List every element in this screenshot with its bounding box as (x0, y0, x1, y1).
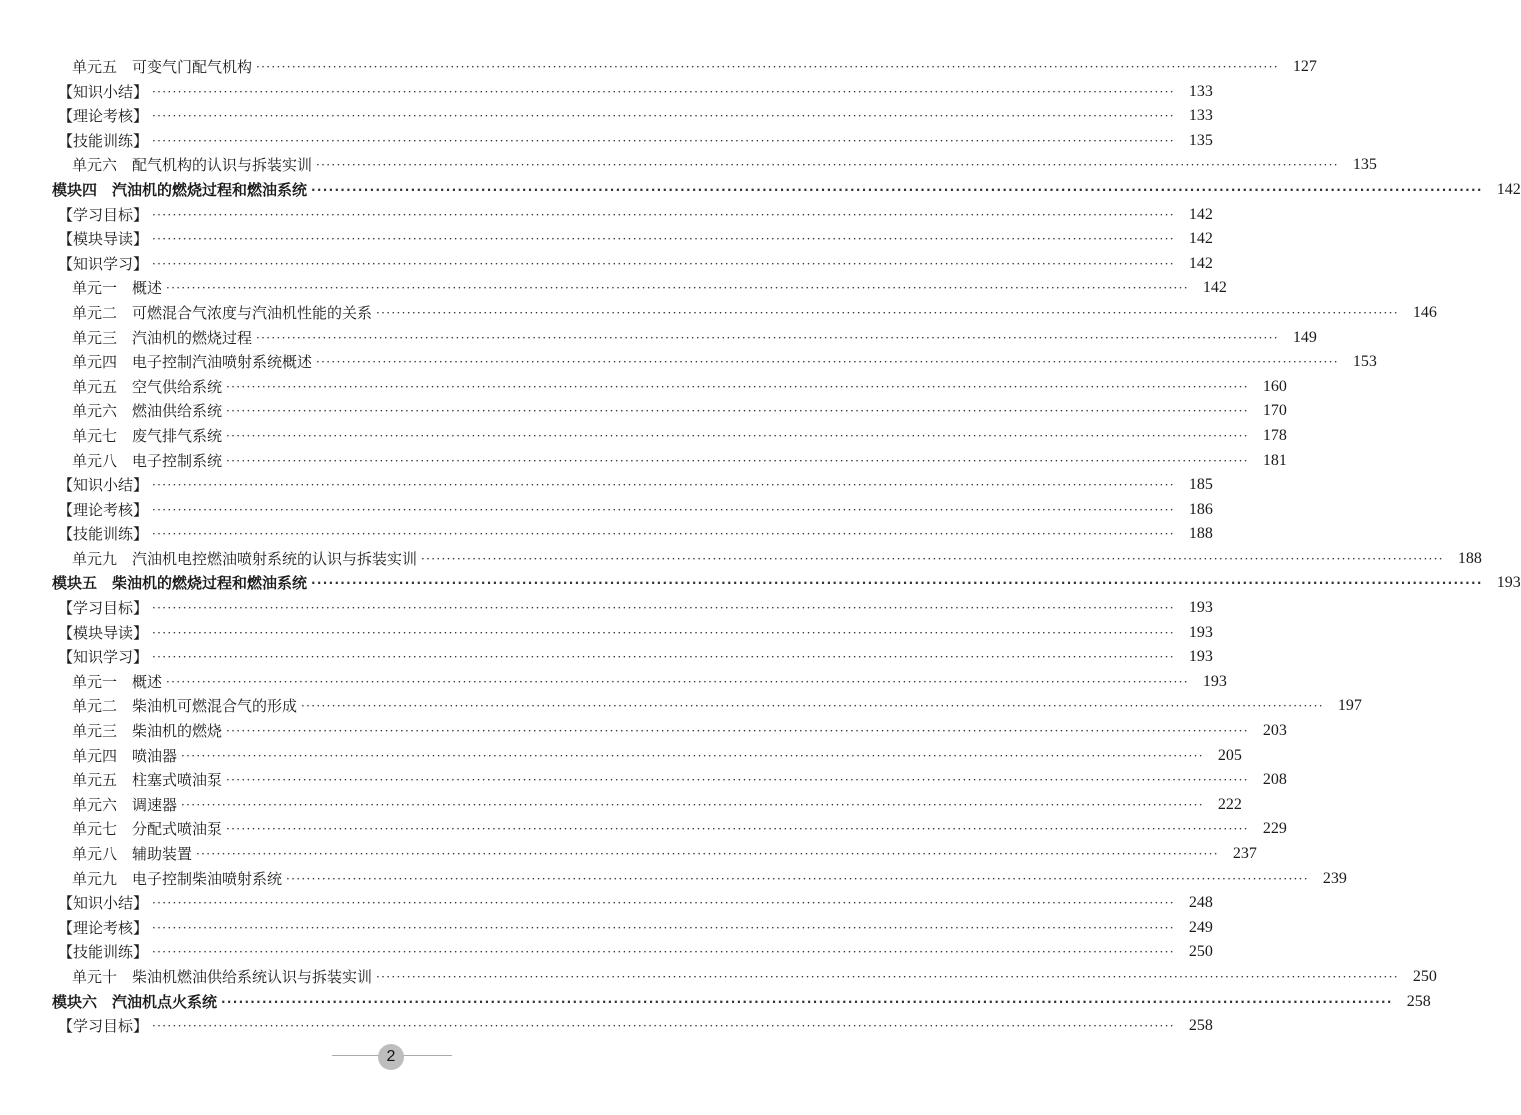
dot-leader: ········································································································································································································ (301, 699, 1324, 714)
entry-page: 193 (1188, 623, 1213, 641)
dot-leader: ········································································································································································································ (226, 724, 1249, 739)
entry-page: 205 (1217, 746, 1242, 764)
entry-title: 【知识学习】 (58, 648, 149, 667)
dot-leader: ········································································································································································································ (152, 84, 1175, 99)
entry-title: 单元二 可燃混合气浓度与汽油机性能的关系 (72, 303, 373, 322)
entry-title: 【模块导读】 (58, 623, 149, 642)
toc-unit-entry[interactable] (0, 301, 1437, 326)
dot-leader: ········································································································································································································ (152, 478, 1175, 493)
dot-leader: ········································································································································································································ (152, 625, 1175, 640)
entry-page: 188 (1457, 549, 1482, 567)
dot-leader: ········································································································································································································ (166, 674, 1189, 689)
toc-unit-entry[interactable] (0, 768, 1287, 793)
dot-leader: ········································································································································································································ (316, 355, 1339, 370)
entry-title: 单元四 喷油器 (72, 746, 178, 765)
dot-leader: ········································································································································································································ (256, 60, 1279, 74)
dot-leader: ········································································································································································································ (152, 502, 1175, 517)
entry-title: 单元七 分配式喷油泵 (72, 820, 223, 839)
dot-leader: ········································································································································································································ (286, 871, 1309, 886)
entry-page: 142 (1202, 279, 1227, 297)
entry-page: 186 (1188, 500, 1213, 518)
dot-leader: ········································································································································································································ (226, 453, 1249, 468)
dot-leader: ········································································································································································································ (152, 896, 1175, 911)
dot-leader: ········································································································································································································ (311, 576, 1483, 591)
entry-title: 单元六 燃油供给系统 (72, 402, 223, 421)
entry-title: 单元五 空气供给系统 (72, 377, 223, 396)
dot-leader: ········································································································································································································ (221, 994, 1393, 1009)
toc-unit-entry[interactable] (0, 350, 1377, 375)
toc-unit-entry[interactable] (0, 449, 1287, 474)
dot-leader: ········································································································································································································ (376, 305, 1399, 320)
toc-unit-entry[interactable] (0, 817, 1287, 842)
entry-page: 193 (1188, 648, 1213, 666)
entry-title: 单元九 汽油机电控燃油喷射系统的认识与拆装实训 (72, 549, 418, 568)
entry-page: 170 (1262, 402, 1287, 420)
toc-section-entry[interactable] (0, 645, 1213, 670)
entry-page: 142 (1188, 254, 1213, 272)
toc-module-entry[interactable] (0, 178, 1521, 203)
entry-page: 208 (1262, 771, 1287, 789)
entry-page: 142 (1188, 230, 1213, 248)
entry-title: 【技能训练】 (58, 943, 149, 962)
entry-title: 模块五 柴油机的燃烧过程和燃油系统 (52, 574, 308, 593)
dot-leader: ········································································································································································································ (311, 182, 1483, 197)
entry-title: 单元六 调速器 (72, 795, 178, 814)
entry-page: 249 (1188, 918, 1213, 936)
entry-title: 【技能训练】 (58, 525, 149, 544)
entry-title: 【学习目标】 (58, 1017, 149, 1036)
entry-page: 133 (1188, 107, 1213, 125)
entry-page: 237 (1232, 845, 1257, 862)
dot-leader: ········································································································································································································ (181, 797, 1204, 812)
entry-title: 【理论考核】 (58, 107, 149, 126)
entry-page: 258 (1188, 1017, 1213, 1035)
dot-leader: ········································································································································································································ (226, 822, 1249, 837)
entry-page: 142 (1188, 205, 1213, 223)
entry-page: 178 (1262, 426, 1287, 444)
toc-section-entry[interactable] (0, 916, 1213, 941)
entry-page: 188 (1188, 525, 1213, 543)
toc-section-entry[interactable] (0, 203, 1213, 228)
toc-unit-entry[interactable] (0, 719, 1287, 744)
dot-leader: ········································································································································································································ (152, 207, 1175, 222)
toc-unit-entry[interactable] (0, 867, 1347, 892)
dot-leader: ········································································································································································································ (226, 428, 1249, 443)
entry-title: 【技能训练】 (58, 131, 149, 150)
entry-page: 193 (1496, 574, 1521, 592)
dot-leader: ········································································································································································································ (152, 601, 1175, 616)
dot-leader: ········································································································································································································ (166, 281, 1189, 296)
entry-page: 135 (1188, 131, 1213, 149)
toc-unit-entry[interactable] (0, 744, 1242, 769)
dot-leader: ········································································································································································································ (152, 527, 1175, 542)
entry-page: 248 (1188, 894, 1213, 912)
entry-title: 【知识小结】 (58, 82, 149, 101)
toc-section-entry[interactable] (0, 473, 1213, 498)
toc-module-entry[interactable] (0, 571, 1521, 596)
entry-title: 单元六 配气机构的认识与拆装实训 (72, 156, 313, 175)
page-footer (332, 1044, 452, 1068)
entry-page: 197 (1337, 697, 1362, 715)
entry-title: 【知识小结】 (58, 476, 149, 495)
entry-page: 127 (1292, 58, 1317, 75)
dot-leader: ········································································································································································································ (226, 404, 1249, 419)
dot-leader: ········································································································································································································ (152, 133, 1175, 148)
dot-leader: ········································································································································································································ (152, 1019, 1175, 1034)
entry-title: 单元七 废气排气系统 (72, 426, 223, 445)
entry-title: 【理论考核】 (58, 500, 149, 519)
toc-section-entry[interactable] (0, 80, 1213, 105)
dot-leader: ········································································································································································································ (196, 847, 1219, 861)
toc-unit-entry[interactable] (0, 153, 1377, 178)
toc-unit-entry[interactable] (0, 424, 1287, 449)
entry-page: 239 (1322, 869, 1347, 887)
toc-unit-entry[interactable] (0, 694, 1362, 719)
toc-section-entry[interactable] (0, 1014, 1213, 1039)
entry-page: 149 (1292, 328, 1317, 346)
entry-title: 【模块导读】 (58, 230, 149, 249)
dot-leader: ········································································································································································································ (152, 945, 1175, 960)
dot-leader: ········································································································································································································ (226, 773, 1249, 788)
entry-title: 单元三 汽油机的燃烧过程 (72, 328, 253, 347)
toc-unit-entry[interactable] (0, 547, 1482, 572)
toc-section-entry[interactable] (0, 104, 1213, 129)
entry-title: 单元九 电子控制柴油喷射系统 (72, 869, 283, 888)
entry-page: 203 (1262, 722, 1287, 740)
entry-title: 单元五 可变气门配气机构 (72, 58, 253, 76)
entry-title: 【理论考核】 (58, 918, 149, 937)
dot-leader: ········································································································································································································ (256, 330, 1279, 345)
entry-title: 单元十 柴油机燃油供给系统认识与拆装实训 (72, 967, 373, 986)
dot-leader: ········································································································································································································ (226, 379, 1249, 394)
dot-leader: ········································································································································································································ (316, 158, 1339, 173)
entry-page: 250 (1412, 967, 1437, 985)
toc-section-entry[interactable] (0, 522, 1213, 547)
toc-unit-entry[interactable] (0, 793, 1242, 818)
toc-section-entry[interactable] (0, 891, 1213, 916)
entry-page: 258 (1406, 992, 1431, 1010)
toc-unit-entry[interactable] (0, 375, 1287, 400)
entry-title: 单元四 电子控制汽油喷射系统概述 (72, 353, 313, 372)
toc-unit-entry[interactable] (0, 670, 1227, 695)
entry-title: 【学习目标】 (58, 205, 149, 224)
toc-unit-entry[interactable] (0, 276, 1227, 301)
entry-title: 单元一 概述 (72, 672, 163, 691)
entry-title: 单元二 柴油机可燃混合气的形成 (72, 697, 298, 716)
entry-page: 250 (1188, 943, 1213, 961)
entry-title: 【学习目标】 (58, 599, 149, 618)
entry-page: 181 (1262, 451, 1287, 469)
entry-page: 160 (1262, 377, 1287, 395)
entry-title: 单元三 柴油机的燃烧 (72, 722, 223, 741)
dot-leader: ········································································································································································································ (376, 969, 1399, 984)
entry-page: 153 (1352, 353, 1377, 371)
entry-title: 模块六 汽油机点火系统 (52, 992, 218, 1011)
dot-leader: ········································································································································································································ (181, 748, 1204, 763)
entry-page: 229 (1262, 820, 1287, 838)
entry-page: 193 (1188, 599, 1213, 617)
entry-page: 135 (1352, 156, 1377, 174)
table-of-contents (0, 55, 1521, 1039)
entry-page: 146 (1412, 303, 1437, 321)
toc-section-entry[interactable] (0, 596, 1213, 621)
dot-leader: ········································································································································································································ (152, 232, 1175, 247)
toc-unit-entry[interactable] (0, 965, 1437, 990)
entry-title: 单元一 概述 (72, 279, 163, 298)
dot-leader: ········································································································································································································ (152, 256, 1175, 271)
toc-section-entry[interactable] (0, 252, 1213, 277)
entry-page: 133 (1188, 82, 1213, 100)
toc-module-entry[interactable] (0, 990, 1431, 1015)
dot-leader: ········································································································································································································ (421, 551, 1444, 566)
entry-page: 193 (1202, 672, 1227, 690)
toc-unit-entry[interactable] (0, 55, 1317, 80)
toc-unit-entry[interactable] (0, 326, 1317, 351)
entry-title: 模块四 汽油机的燃烧过程和燃油系统 (52, 180, 308, 199)
toc-section-entry[interactable] (0, 129, 1213, 154)
dot-leader: ········································································································································································································ (152, 920, 1175, 935)
toc-section-entry[interactable] (0, 621, 1213, 646)
entry-page: 142 (1496, 180, 1521, 198)
entry-title: 单元八 辅助装置 (72, 845, 193, 863)
entry-page: 222 (1217, 795, 1242, 813)
toc-section-entry[interactable] (0, 940, 1213, 965)
entry-title: 单元八 电子控制系统 (72, 451, 223, 470)
entry-title: 【知识小结】 (58, 894, 149, 913)
toc-section-entry[interactable] (0, 227, 1213, 252)
entry-page: 185 (1188, 476, 1213, 494)
entry-title: 【知识学习】 (58, 254, 149, 273)
page-number: 2 (378, 1044, 404, 1070)
dot-leader: ········································································································································································································ (152, 650, 1175, 665)
toc-unit-entry[interactable] (0, 399, 1287, 424)
toc-unit-entry[interactable] (0, 842, 1257, 867)
dot-leader: ········································································································································································································ (152, 109, 1175, 124)
toc-section-entry[interactable] (0, 498, 1213, 523)
entry-title: 单元五 柱塞式喷油泵 (72, 771, 223, 790)
